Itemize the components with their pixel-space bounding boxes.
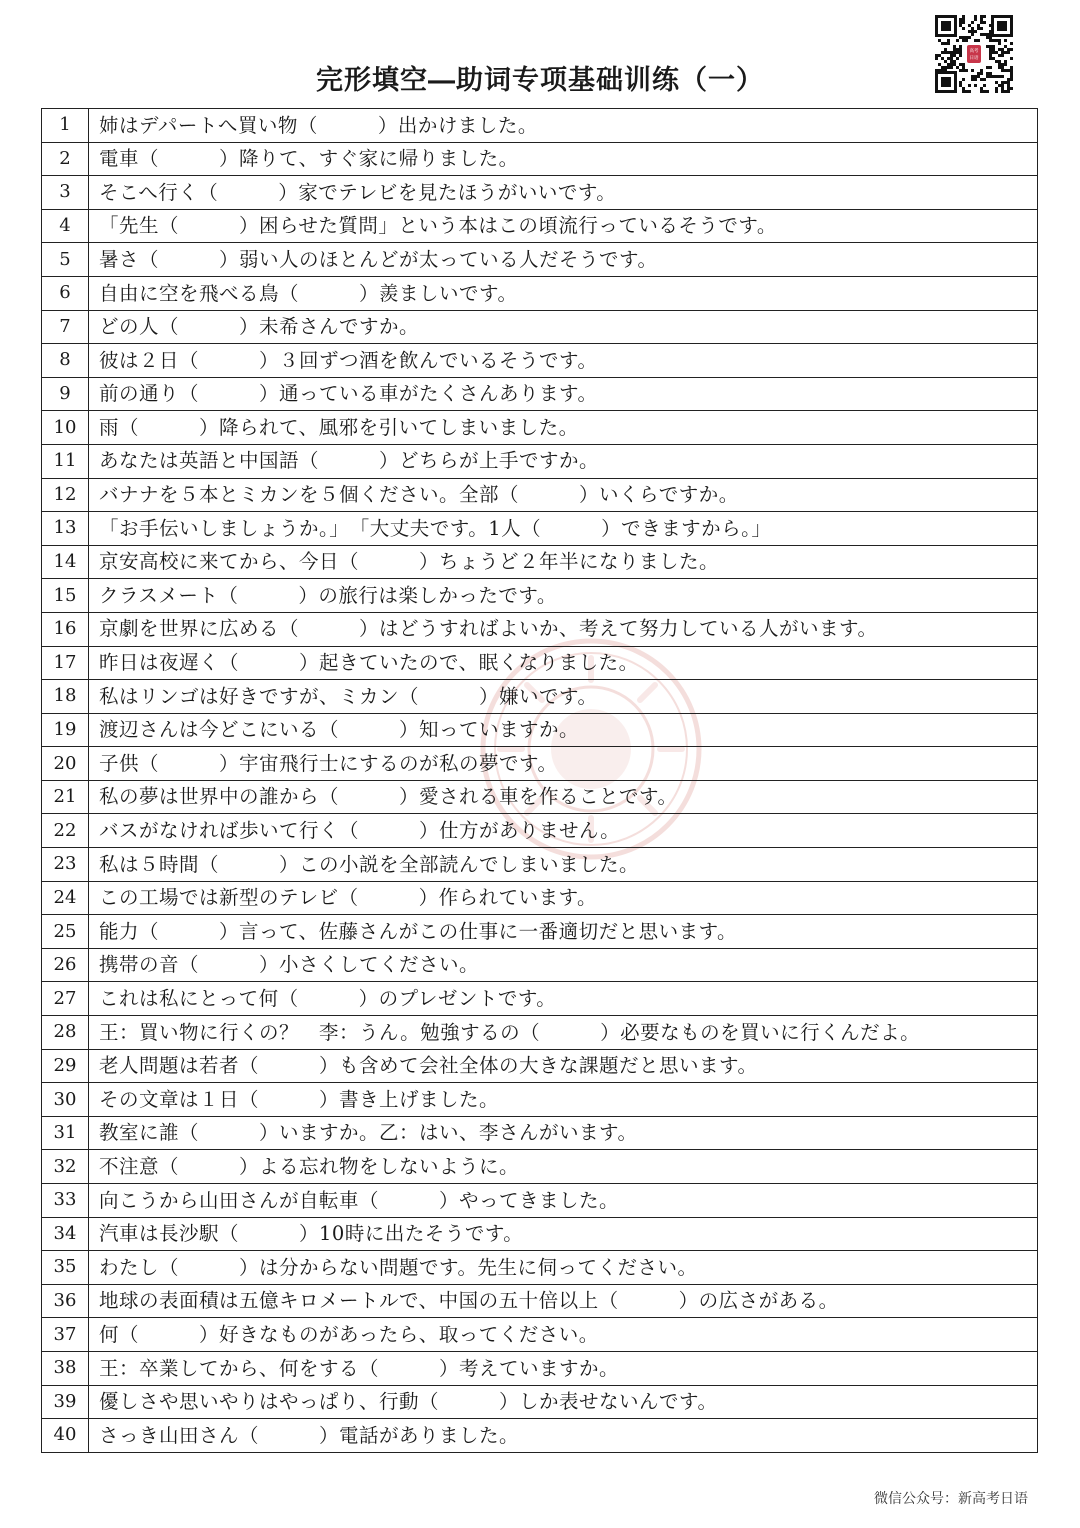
question-text: わたし（ ）は分からない問題です。先生に伺ってください。 [89, 1251, 1038, 1285]
question-number: 14 [42, 545, 89, 579]
question-number: 26 [42, 948, 89, 982]
question-number: 25 [42, 915, 89, 949]
question-number: 40 [42, 1419, 89, 1453]
table-row [42, 243, 1038, 277]
table-row [42, 579, 1038, 613]
question-text: 汽車は長沙駅（ ）10時に出たそうです。 [89, 1217, 1038, 1251]
question-number: 39 [42, 1385, 89, 1419]
table-row [42, 109, 1038, 143]
question-text: 京安高校に来てから、今日（ ）ちょうど２年半になりました。 [89, 545, 1038, 579]
table-row [42, 982, 1038, 1016]
question-text: 王：卒業してから、何をする（ ）考えていますか。 [89, 1351, 1038, 1385]
question-text: バナナを５本とミカンを５個ください。全部（ ）いくらですか。 [89, 478, 1038, 512]
question-number: 18 [42, 680, 89, 714]
question-text: この工場では新型のテレビ（ ）作られています。 [89, 881, 1038, 915]
qr-center-logo [965, 43, 983, 65]
question-text: 不注意（ ）よる忘れ物をしないように。 [89, 1150, 1038, 1184]
question-number: 4 [42, 209, 89, 243]
table-row [42, 512, 1038, 546]
question-number: 13 [42, 512, 89, 546]
table-row [42, 310, 1038, 344]
table-row [42, 1351, 1038, 1385]
table-row [42, 1016, 1038, 1050]
question-number: 33 [42, 1184, 89, 1218]
question-text: 優しさや思いやりはやっぱり、行動（ ）しか表せないんです。 [89, 1385, 1038, 1419]
question-text: 暑さ（ ）弱い人のほとんどが太っている人だそうです。 [89, 243, 1038, 277]
table-row [42, 646, 1038, 680]
table-row [42, 881, 1038, 915]
question-number: 37 [42, 1318, 89, 1352]
table-row [42, 780, 1038, 814]
question-text: 能力（ ）言って、佐藤さんがこの仕事に一番適切だと思います。 [89, 915, 1038, 949]
table-row [42, 814, 1038, 848]
question-table [41, 108, 1038, 1453]
table-row [42, 1049, 1038, 1083]
table-row [42, 1116, 1038, 1150]
table-row [42, 612, 1038, 646]
question-text: その文章は１日（ ）書き上げました。 [89, 1083, 1038, 1117]
question-text: 子供（ ）宇宙飛行士にするのが私の夢です。 [89, 747, 1038, 781]
question-text: 渡辺さんは今どこにいる（ ）知っていますか。 [89, 713, 1038, 747]
table-row [42, 1083, 1038, 1117]
question-text: 京劇を世界に広める（ ）はどうすればよいか、考えて努力している人がいます。 [89, 612, 1038, 646]
question-number: 19 [42, 713, 89, 747]
question-number: 12 [42, 478, 89, 512]
question-text: 私はリンゴは好きですが、ミカン（ ）嫌いです。 [89, 680, 1038, 714]
qr-finder-top-left [935, 15, 957, 37]
question-number: 2 [42, 142, 89, 176]
question-text: これは私にとって何（ ）のプレゼントです。 [89, 982, 1038, 1016]
question-text: 携帯の音（ ）小さくしてください。 [89, 948, 1038, 982]
question-text: 王：買い物に行くの？ 李：うん。勉強するの（ ）必要なものを買いに行くんだよ。 [89, 1016, 1038, 1050]
question-text: 彼は２日（ ）３回ずつ酒を飲んでいるそうです。 [89, 344, 1038, 378]
table-row [42, 1150, 1038, 1184]
question-number: 16 [42, 612, 89, 646]
question-number: 3 [42, 176, 89, 210]
question-text: 自由に空を飛べる鳥（ ）羨ましいです。 [89, 276, 1038, 310]
qr-finder-top-right [991, 15, 1013, 37]
table-row [42, 1419, 1038, 1453]
table-row [42, 411, 1038, 445]
qr-finder-bottom-left [935, 71, 957, 93]
question-number: 1 [42, 109, 89, 143]
question-text: 私は５時間（ ）この小説を全部読んでしまいました。 [89, 848, 1038, 882]
table-row [42, 1184, 1038, 1218]
question-number: 32 [42, 1150, 89, 1184]
table-row [42, 680, 1038, 714]
table-row [42, 545, 1038, 579]
question-number: 34 [42, 1217, 89, 1251]
question-text: 「お手伝いしましょうか。」 「大丈夫です。1人（ ）できますから。」 [89, 512, 1038, 546]
question-text: そこへ行く（ ）家でテレビを見たほうがいいです。 [89, 176, 1038, 210]
question-text: 姉はデパートへ買い物（ ）出かけました。 [89, 109, 1038, 143]
question-number: 28 [42, 1016, 89, 1050]
question-number: 7 [42, 310, 89, 344]
question-number: 21 [42, 780, 89, 814]
table-row [42, 1284, 1038, 1318]
svg-text:高考: 高考 [969, 49, 979, 54]
question-number: 27 [42, 982, 89, 1016]
page-title: 完形填空―助词专项基础训练（一） [316, 65, 764, 96]
table-row [42, 1217, 1038, 1251]
question-number: 29 [42, 1049, 89, 1083]
question-number: 30 [42, 1083, 89, 1117]
table-row [42, 915, 1038, 949]
question-text: クラスメート（ ）の旅行は楽しかったです。 [89, 579, 1038, 613]
question-number: 38 [42, 1351, 89, 1385]
question-number: 35 [42, 1251, 89, 1285]
table-row [42, 1251, 1038, 1285]
qr-code [934, 14, 1014, 94]
question-text: あなたは英語と中国語（ ）どちらが上手ですか。 [89, 444, 1038, 478]
question-text: 地球の表面積は五億キロメートルで、中国の五十倍以上（ ）の広さがある。 [89, 1284, 1038, 1318]
table-row [42, 1385, 1038, 1419]
table-row [42, 948, 1038, 982]
table-row [42, 713, 1038, 747]
question-text: 教室に誰（ ）いますか。乙：はい、李さんがいます。 [89, 1116, 1038, 1150]
table-row [42, 142, 1038, 176]
question-number: 17 [42, 646, 89, 680]
question-text: 向こうから山田さんが自転車（ ）やってきました。 [89, 1184, 1038, 1218]
question-number: 11 [42, 444, 89, 478]
table-row [42, 276, 1038, 310]
question-text: どの人（ ）未希さんですか。 [89, 310, 1038, 344]
question-number: 36 [42, 1284, 89, 1318]
question-text: 老人問題は若者（ ）も含めて会社全体の大きな課題だと思います。 [89, 1049, 1038, 1083]
question-number: 20 [42, 747, 89, 781]
question-number: 10 [42, 411, 89, 445]
table-row [42, 344, 1038, 378]
footer-wechat-account: 微信公众号：新高考日语 [874, 1491, 1028, 1507]
question-text: 昨日は夜遅く（ ）起きていたので、眠くなりました。 [89, 646, 1038, 680]
question-number: 22 [42, 814, 89, 848]
question-text: 電車（ ）降りて、すぐ家に帰りました。 [89, 142, 1038, 176]
table-row [42, 377, 1038, 411]
question-text: 何（ ）好きなものがあったら、取ってください。 [89, 1318, 1038, 1352]
question-text: バスがなければ歩いて行く（ ）仕方がありません。 [89, 814, 1038, 848]
question-text: 「先生（ ）困らせた質問」という本はこの頃流行っているそうです。 [89, 209, 1038, 243]
question-number: 9 [42, 377, 89, 411]
question-number: 24 [42, 881, 89, 915]
question-number: 31 [42, 1116, 89, 1150]
table-row [42, 848, 1038, 882]
question-number: 5 [42, 243, 89, 277]
svg-text:日语: 日语 [969, 56, 979, 61]
table-row [42, 1318, 1038, 1352]
question-number: 15 [42, 579, 89, 613]
table-row [42, 747, 1038, 781]
table-row [42, 176, 1038, 210]
question-text: 私の夢は世界中の誰から（ ）愛される車を作ることです。 [89, 780, 1038, 814]
question-text: さっき山田さん（ ）電話がありました。 [89, 1419, 1038, 1453]
question-number: 23 [42, 848, 89, 882]
question-table-body [42, 109, 1038, 1453]
question-text: 雨（ ）降られて、風邪を引いてしまいました。 [89, 411, 1038, 445]
question-number: 6 [42, 276, 89, 310]
table-row [42, 478, 1038, 512]
question-text: 前の通り（ ）通っている車がたくさんあります。 [89, 377, 1038, 411]
table-row [42, 444, 1038, 478]
table-row [42, 209, 1038, 243]
question-number: 8 [42, 344, 89, 378]
